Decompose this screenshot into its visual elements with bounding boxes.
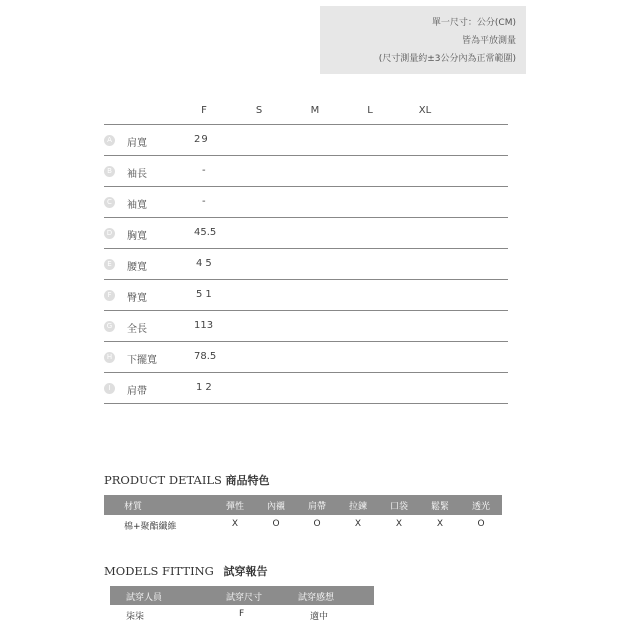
size-column-f: F <box>201 105 207 116</box>
row-letter-badge: I <box>104 383 115 394</box>
unit-note-box <box>320 6 526 74</box>
row-value: 113 <box>194 320 214 331</box>
row-value: 45.5 <box>194 227 217 238</box>
unit-note-line-2: 皆為平放測量 <box>461 36 516 46</box>
detail-header-lining: 內襯 <box>266 502 286 512</box>
row-letter-badge: C <box>104 197 115 208</box>
row-value: 78.5 <box>194 351 217 362</box>
row-value: 29 <box>194 134 209 145</box>
fit-value-model: 柒柒 <box>126 612 145 622</box>
unit-note-line-3: (尺寸測量約±3公分內為正常範圍) <box>378 54 516 64</box>
detail-header-sheerness: 透光 <box>471 502 491 512</box>
fit-value-feedback: 適中 <box>310 612 329 622</box>
models-fitting-title-en: MODELS FITTING <box>104 564 214 578</box>
row-label: 胸寬 <box>127 231 147 242</box>
detail-value-sheerness: O <box>477 519 485 529</box>
row-label: 袖寬 <box>127 200 147 211</box>
table-row <box>104 280 508 311</box>
product-details-values <box>104 515 502 535</box>
size-column-s: S <box>255 105 263 116</box>
detail-value-straps: O <box>313 519 321 529</box>
row-label: 全長 <box>127 324 147 335</box>
product-details-title <box>104 472 270 488</box>
fit-header-size: 試穿尺寸 <box>226 593 263 603</box>
fit-value-size: F <box>239 609 245 619</box>
row-value: 12 <box>196 382 215 393</box>
product-details-header <box>104 495 502 515</box>
size-column-l: L <box>367 105 373 116</box>
row-label: 腰寬 <box>127 262 147 273</box>
detail-value-pocket: X <box>395 519 403 529</box>
row-value: 51 <box>196 289 215 300</box>
detail-value-lining: O <box>272 519 280 529</box>
row-label: 肩帶 <box>127 386 147 397</box>
row-letter-badge: G <box>104 321 115 332</box>
table-row <box>104 156 508 187</box>
detail-header-material: 材質 <box>124 502 143 512</box>
fit-header-feedback: 試穿感想 <box>298 593 335 603</box>
row-value: - <box>202 165 207 176</box>
models-fitting-title-zh: 試穿報告 <box>223 565 268 578</box>
table-row <box>104 373 508 404</box>
table-row <box>104 311 508 342</box>
detail-header-pocket: 口袋 <box>389 502 409 512</box>
product-details-title-en: PRODUCT DETAILS <box>104 473 222 487</box>
row-letter-badge: F <box>104 290 115 301</box>
row-letter-badge: E <box>104 259 115 270</box>
table-row <box>104 187 508 218</box>
detail-header-elastic-band: 鬆緊 <box>430 502 450 512</box>
size-column-m: M <box>310 105 320 116</box>
fit-header-model: 試穿人員 <box>126 593 163 603</box>
table-row <box>104 125 508 156</box>
detail-value-elastic-band: X <box>436 519 444 529</box>
size-table-header <box>104 100 508 125</box>
table-row <box>104 342 508 373</box>
row-label: 袖長 <box>127 169 147 180</box>
product-details-title-zh: 商品特色 <box>225 474 270 487</box>
row-letter-badge: A <box>104 135 115 146</box>
row-value: 45 <box>196 258 215 269</box>
detail-header-straps: 肩帶 <box>307 502 327 512</box>
row-letter-badge: D <box>104 228 115 239</box>
size-table <box>104 100 508 404</box>
detail-value-zipper: X <box>354 519 362 529</box>
unit-note-line-1: 單一尺寸：公分(CM) <box>431 18 516 28</box>
row-value: - <box>202 196 207 207</box>
detail-header-zipper: 拉鍊 <box>348 502 368 512</box>
row-label: 肩寬 <box>127 138 147 149</box>
row-letter-badge: H <box>104 352 115 363</box>
table-row <box>104 218 508 249</box>
models-fitting-title <box>104 563 268 579</box>
models-fitting-values <box>110 605 374 625</box>
row-label: 臀寬 <box>127 293 147 304</box>
detail-header-elasticity: 彈性 <box>225 502 245 512</box>
table-row <box>104 249 508 280</box>
models-fitting-header <box>110 586 374 605</box>
row-label: 下擺寬 <box>127 355 157 366</box>
size-column-xl: XL <box>418 105 432 116</box>
detail-value-elasticity: X <box>231 519 239 529</box>
detail-value-material: 棉+聚酯纖維 <box>124 522 177 532</box>
row-letter-badge: B <box>104 166 115 177</box>
